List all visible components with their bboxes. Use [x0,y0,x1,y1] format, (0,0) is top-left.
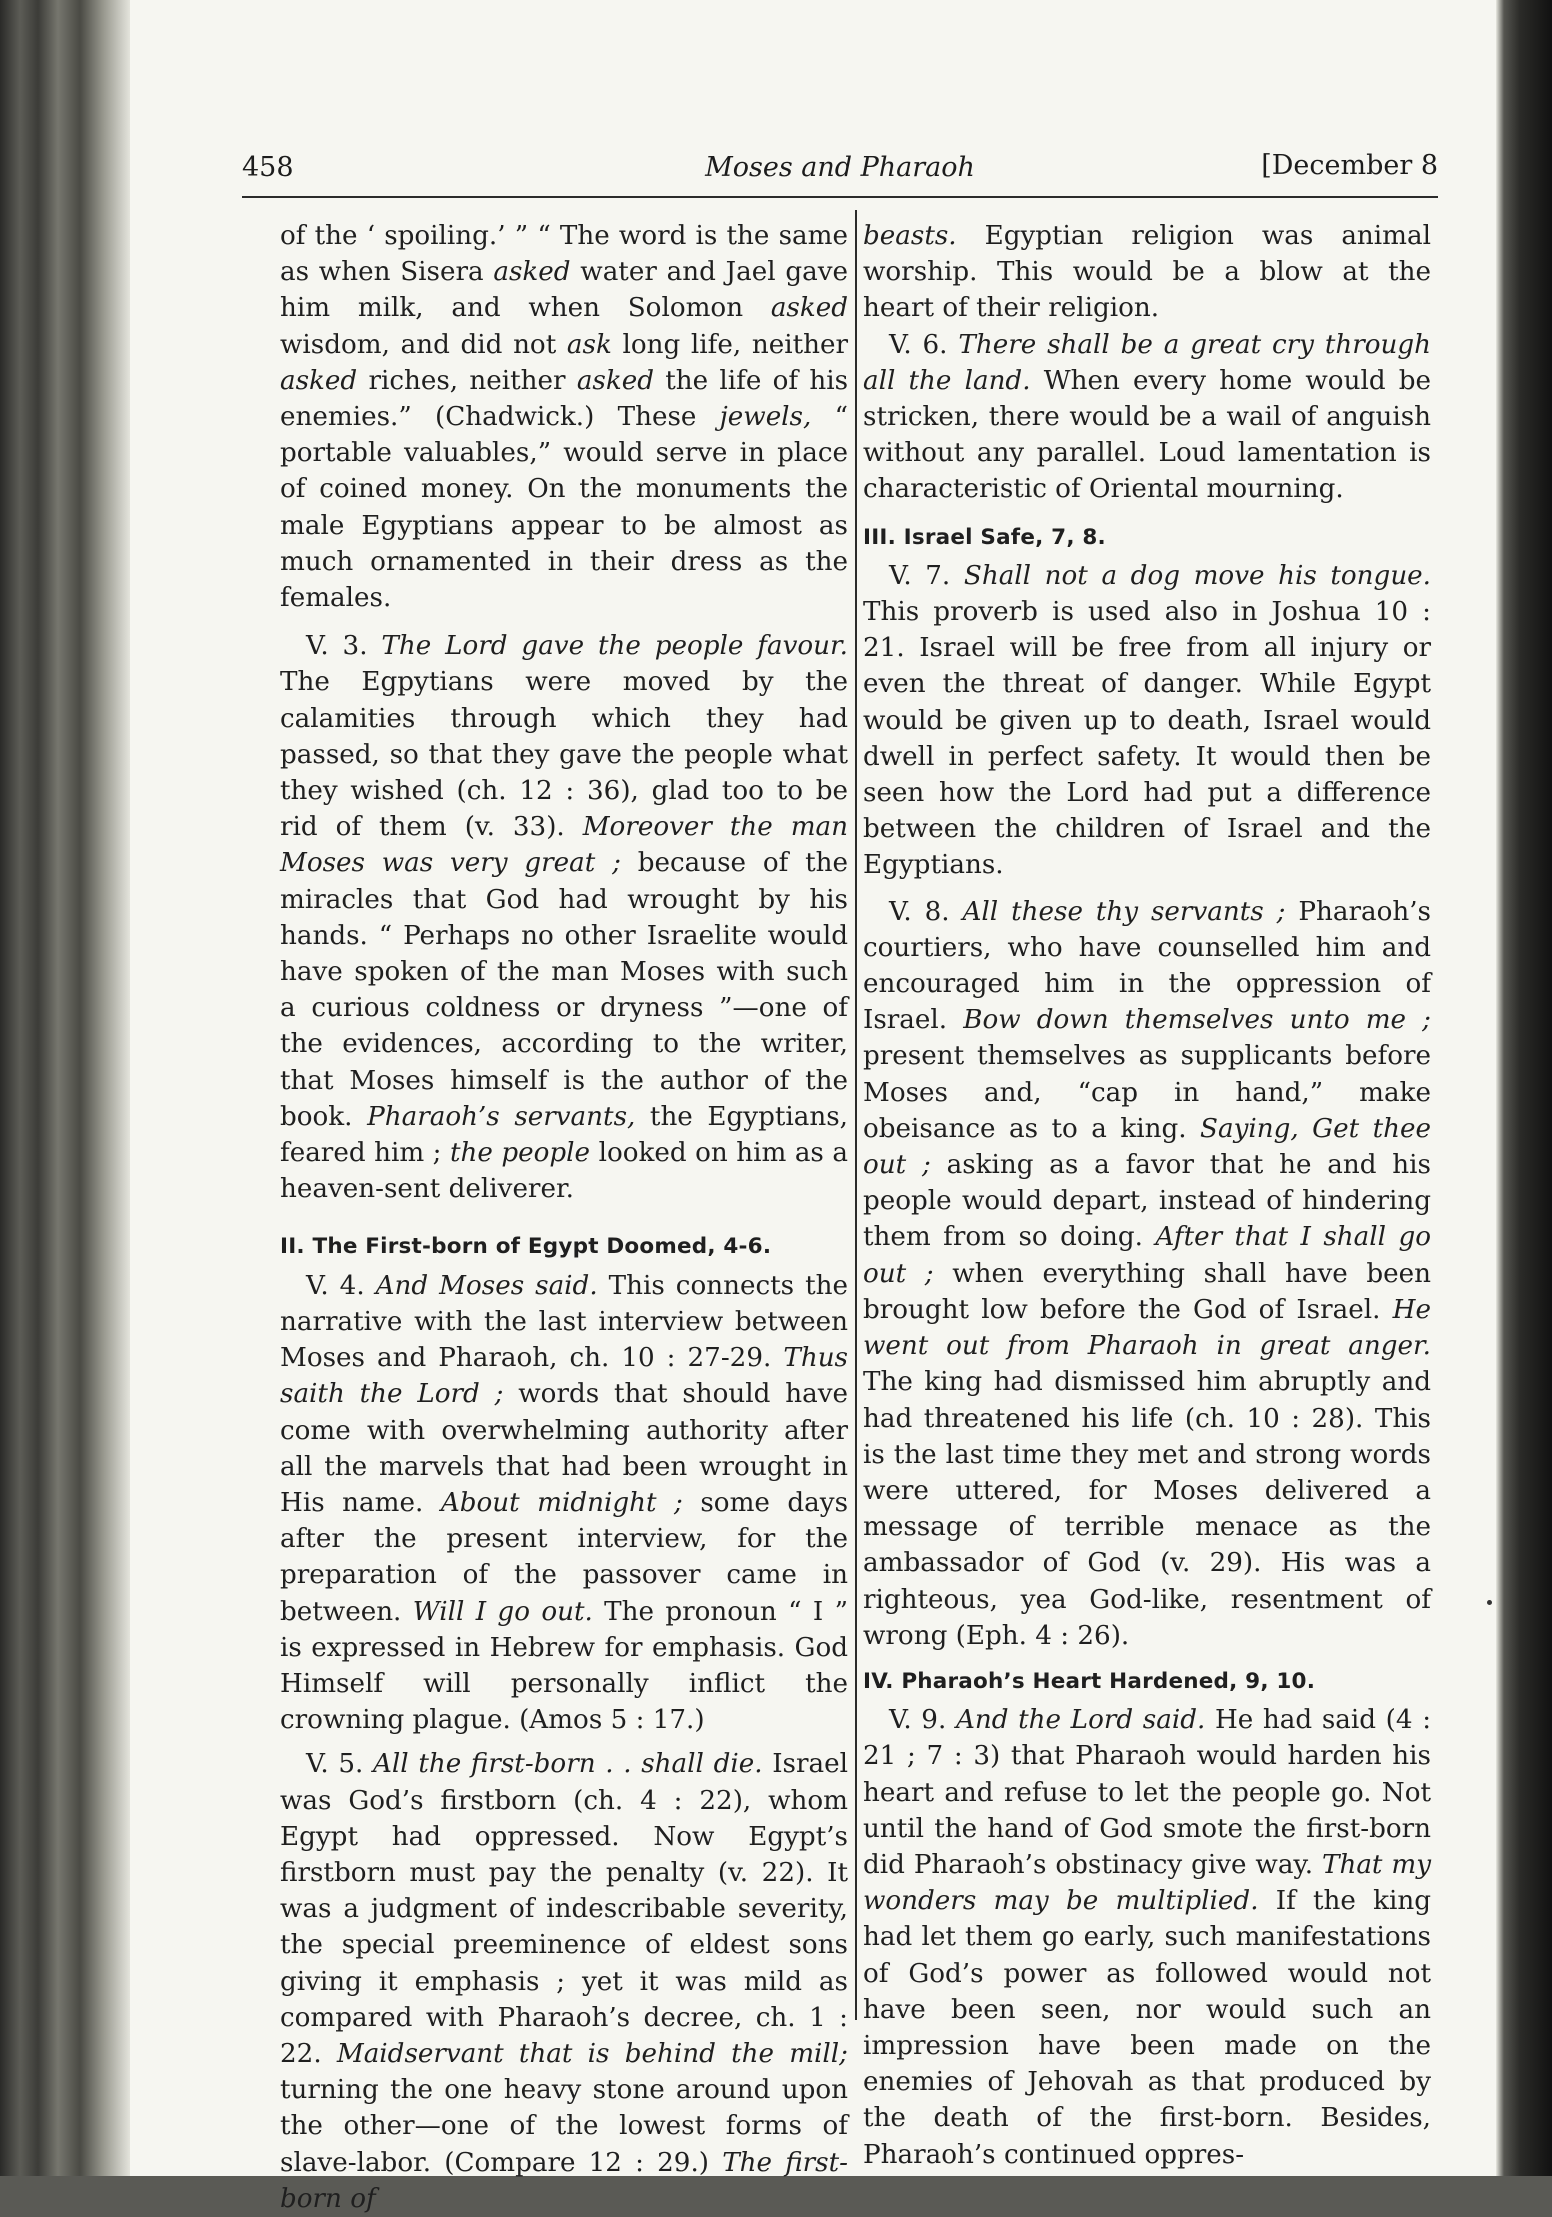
italic-text-run: the people [450,1138,591,1169]
paragraph [280,628,848,1207]
text-run: the Egyptians, feared him ; [280,1101,848,1169]
running-title: Moses and Pharaoh [705,152,975,183]
text-run: Pharaoh’s courtiers, who have counselled him and encouraged him in the oppression of Israel. [863,896,1431,1036]
text-run: words that should have come with overwhelming authority after all the marvels that had been wrought in His name. [280,1379,848,1518]
text-run: Egyptian religion was animal worship. This would be a blow at the heart of their religion. [863,221,1431,324]
text-run: V. 8. [889,896,963,927]
paragraph [863,894,1431,1654]
italic-text-run: asked [280,365,358,396]
italic-text-run: After that I shall go out ; [863,1222,1431,1289]
italic-text-run: beasts. [863,221,957,251]
italic-text-run: Will I go out. [412,1596,593,1627]
left-column [280,218,848,2217]
facing-page-edge [1496,0,1552,2176]
text-run: If the king had let them go early, such manifestations of God’s power as followed would not have been seen, nor would such an impression have been made on the enemies of Jehovah as that produced by the death of the first-born. Besides, Pharaoh’s continued oppres- [863,1886,1431,2170]
book-spine-edge [0,0,130,2176]
text-run: The Egpytians were moved by the calamities through which they had passed, so that they gave the people what they wished (ch. 12 : 36), glad too to be rid of them (v. 33). [280,667,848,843]
running-date: [December 8 [1261,150,1438,181]
italic-text-run: The Lord gave the people favour. [381,631,848,662]
text-run: This connects the narrative with the last interview between Moses and Pharaoh, ch. 10 : 27-29. [280,1270,848,1374]
paragraph [863,558,1431,884]
text-run: “ portable valuables,” would serve in place of coined money. On the monuments the male Egyptians appear to be almost as much ornamented in their dress as the females. [280,402,848,614]
column-divider [855,210,857,2020]
italic-text-run: All these thy servants ; [962,896,1286,927]
italic-text-run: Shall not a dog move his tongue. [963,560,1432,591]
text-run: of the ‘ spoiling.’ ” “ The word is the same as when Sisera [280,221,848,288]
section-heading: II. The First-born of Egypt Doomed, 4-6. [280,1234,772,1260]
text-run: The king had dismissed him abruptly and had threatened his life (ch. 10 : 28). This is the last time they met and strong words were uttered, for Moses delivered a message of terrible menace as the ambassador of God (v. 29). His was a righteous, yea God-like, resentment of wrong (Eph. 4 : 26). [863,1367,1431,1651]
italic-text-run: Maidservant that is behind the mill; [336,2038,848,2069]
text-run: V. 4. [306,1270,376,1301]
text-run: V. 6. [889,329,959,360]
text-run: turning the one heavy stone around upon the other—one of the lowest forms of slave-labor. (Compare 12 : 29.) [280,2075,848,2178]
paragraph [280,218,848,616]
italic-text-run: There shall be a great cry through all the land. [863,329,1431,396]
text-run: because of the miracles that God had wrought by his hands. “ Perhaps no other Israelite would have spoken of the man Moses with such a curious coldness or dryness ”—one of the evidences, according to the writer, that Moses himself is the author of the book. [280,848,848,1132]
paragraph [863,218,1431,327]
text-run: the life of his enemies.” (Chadwick.) These [280,365,849,433]
text-run: V. 5. [306,1749,373,1780]
section-heading: IV. Pharaoh’s Heart Hardened, 9, 10. [863,1668,1316,1694]
italic-text-run: Bow down themselves unto me ; [963,1005,1432,1036]
text-run: riches, neither [357,365,577,396]
italic-text-run: That my wonders may be multiplied. [863,1849,1431,1917]
italic-text-run: Pharaoh’s servants, [367,1101,636,1132]
text-run: long life, neither [611,329,848,360]
header-rule [242,196,1438,198]
text-run: asking as a favor that he and his people would depart, instead of hindering them from so doing. [863,1150,1431,1253]
running-header [242,152,1438,202]
text-run: present themselves as supplicants before Moses and, “cap in hand,” make obeisance as to a king. [863,1041,1431,1144]
text-run: some days after the present interview, for the preparation of the passover came in between. [280,1487,849,1627]
text-run: V. 3. [306,631,382,662]
text-run: He had said (4 : 21 ; 7 : 3) that Pharaoh would harden his heart and refuse to let the people go. Not until the hand of God smote the first-born did Pharaoh’s obstinacy give way. [863,1705,1432,1880]
italic-text-run: Moreover the man Moses was very great ; [280,812,849,879]
text-run: Israel was God’s firstborn (ch. 4 : 22), whom Egypt had oppressed. Now Egypt’s firstborn must pay the penalty (v. 22). It was a judgment of indescribable severity, the special preeminence of eldest sons giving it emphasis ; yet it was mild as compared with Pharaoh’s decree, ch. 1 : 22. [280,1749,848,2069]
italic-text-run: asked [493,257,571,288]
text-run: When every home would be stricken, there would be a wail of anguish without any parallel. Loud lamentation is characteristic of Oriental mourning. [863,365,1432,505]
italic-text-run: ask [566,329,612,360]
text-run: when everything shall have been brought low before the God of Israel. [863,1258,1432,1325]
italic-text-run: asked [770,293,848,324]
text-run: V. 9. [889,1705,956,1736]
text-run: looked on him as a heaven-sent deliverer. [280,1138,848,1205]
italic-text-run: About midnight ; [440,1487,683,1518]
italic-text-run: Thus saith the Lord ; [280,1343,848,1410]
italic-text-run: And the Lord said. [955,1705,1206,1736]
italic-text-run: And Moses said. [375,1270,598,1301]
page-number: 458 [242,152,294,183]
italic-text-run: asked [576,365,654,396]
italic-text-run: Saying, Get thee out ; [863,1113,1431,1181]
margin-speck [1487,1600,1492,1605]
italic-text-run: jewels, [719,402,812,433]
text-run: wisdom, and did not [280,329,567,360]
text-run: This proverb is used also in Joshua 10 : 21. Israel will be free from all injury or even the threat of danger. While Egypt would be given up to death, Israel would dwell in perfect safety. It would then be seen how the Lord had put a difference between the children of Israel and the Egyptians. [863,597,1431,881]
text-run: V. 7. [889,560,964,591]
paragraph [863,327,1431,508]
right-column [863,218,1431,2173]
paragraph [280,1268,848,1739]
paragraph [863,1702,1431,2173]
paragraph [280,1746,848,2217]
italic-text-run: The first-born of [280,2147,848,2214]
italic-text-run: He went out from Pharaoh in great anger. [863,1294,1431,1362]
section-heading: III. Israel Safe, 7, 8. [863,524,1106,550]
text-run: The pronoun “ I ” is expressed in Hebrew for emphasis. God Himself will personally inflict the crowning plague. (Amos 5 : 17.) [280,1596,849,1736]
text-run: water and Jael gave him milk, and when Solomon [280,257,848,324]
italic-text-run: All the first-born . . shall die. [372,1749,763,1780]
